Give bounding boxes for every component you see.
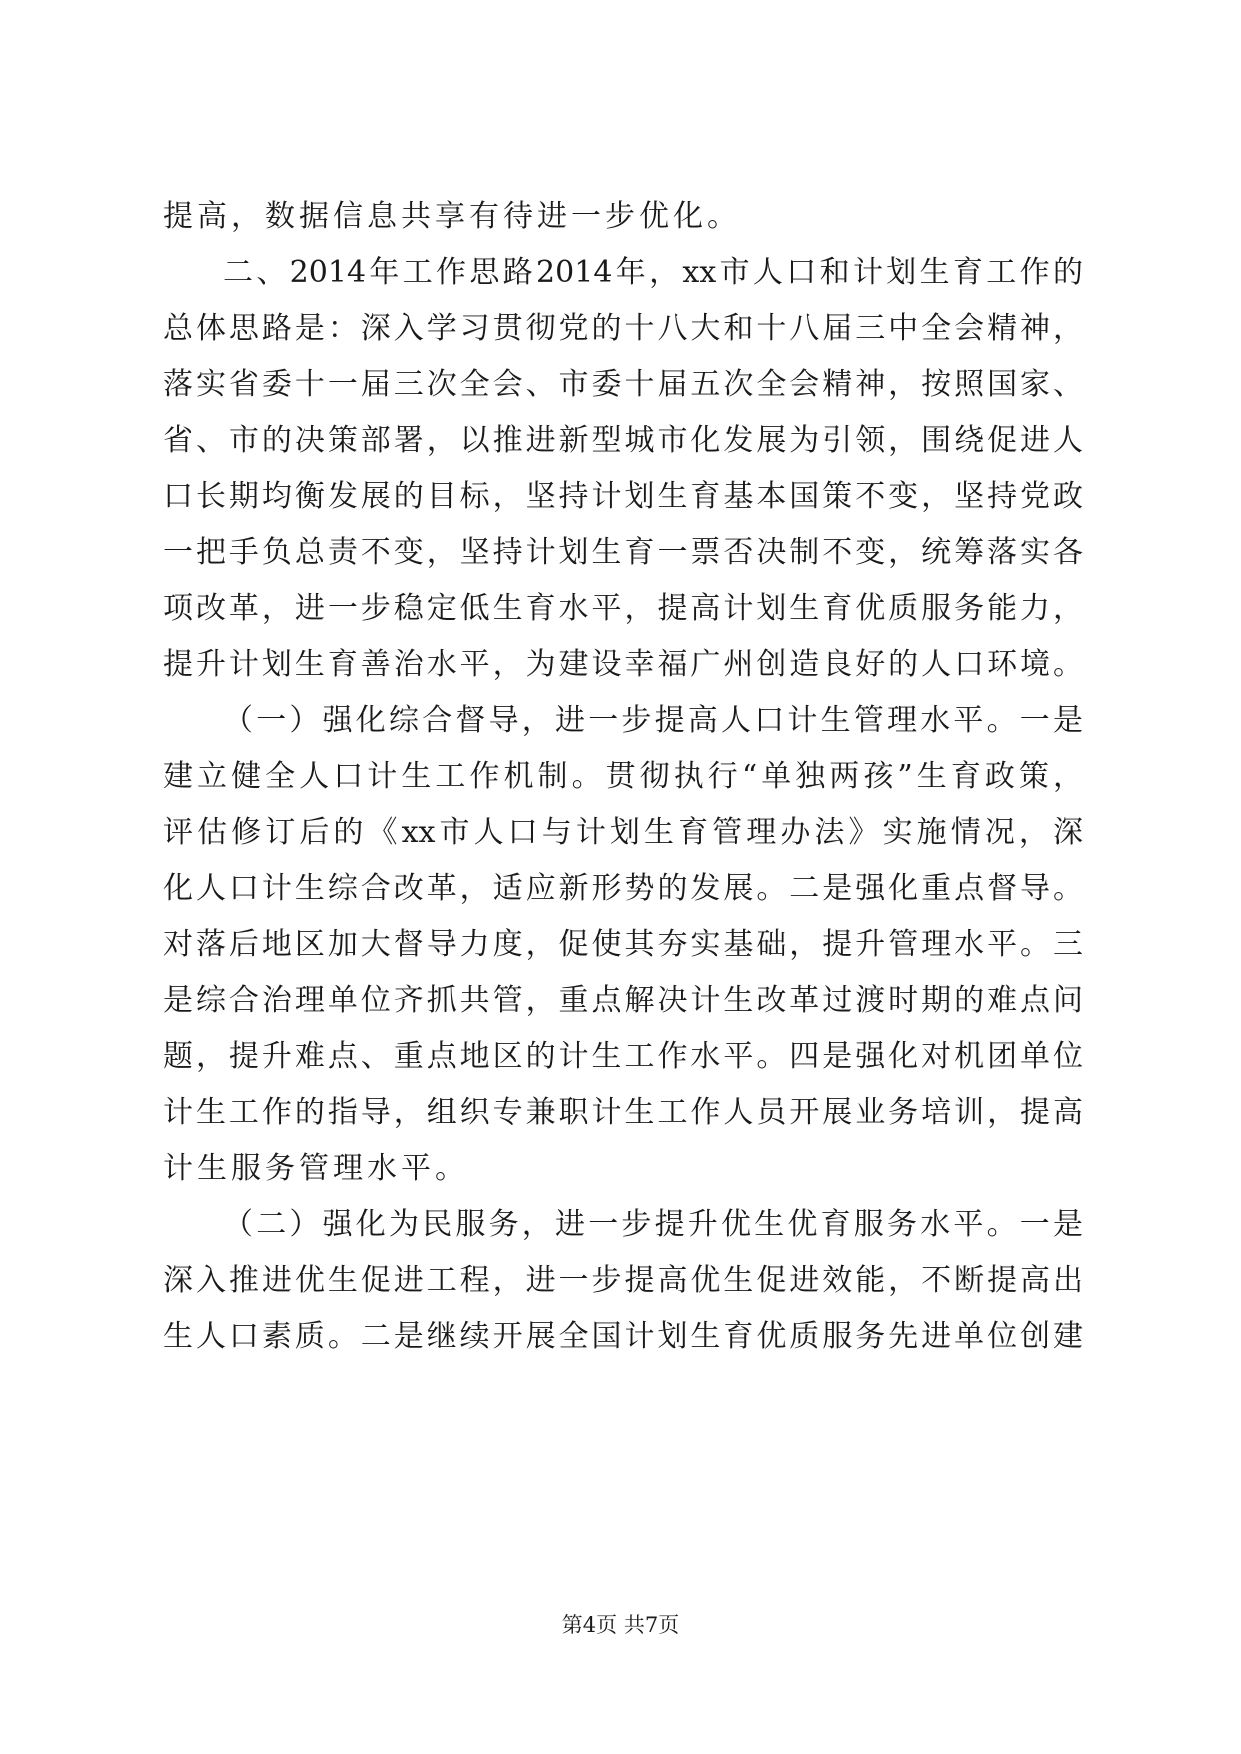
text-line: 计生工作的指导，组织专兼职计生工作人员开展业务培训，提高	[163, 1095, 1083, 1130]
text-line: 提高，数据信息共享有待进一步优化。	[163, 199, 741, 234]
text-line: （一）强化综合督导，进一步提高人口计生管理水平。一是	[223, 703, 1083, 738]
text-line: 评估修订后的《xx市人口与计划生育管理办法》实施情况，深	[163, 815, 1083, 850]
text-line: 对落后地区加大督导力度，促使其夯实基础，提升管理水平。三	[163, 927, 1083, 962]
text-line: 建立健全人口计生工作机制。贯彻执行“单独两孩”生育政策，	[163, 759, 1083, 794]
text-line: 总体思路是：深入学习贯彻党的十八大和十八届三中全会精神，	[163, 311, 1083, 346]
text-line: 化人口计生综合改革，适应新形势的发展。二是强化重点督导。	[163, 871, 1083, 906]
document-body	[163, 196, 1083, 1372]
text-line: 题，提升难点、重点地区的计生工作水平。四是强化对机团单位	[163, 1039, 1083, 1074]
text-line: 是综合治理单位齐抓共管，重点解决计生改革过渡时期的难点问	[163, 983, 1083, 1018]
text-line: 一把手负总责不变，坚持计划生育一票否决制不变，统筹落实各	[163, 535, 1083, 570]
text-line: 生人口素质。二是继续开展全国计划生育优质服务先进单位创建	[163, 1319, 1083, 1354]
page-footer: 第4页 共7页	[561, 1613, 680, 1637]
text-line: 提升计划生育善治水平，为建设幸福广州创造良好的人口环境。	[163, 647, 1083, 682]
text-line: 二、2014年工作思路2014年，xx市人口和计划生育工作的	[223, 255, 1083, 290]
text-line: （二）强化为民服务，进一步提升优生优育服务水平。一是	[223, 1207, 1083, 1242]
text-line: 项改革，进一步稳定低生育水平，提高计划生育优质服务能力，	[163, 591, 1083, 626]
text-line: 计生服务管理水平。	[163, 1151, 469, 1186]
text-line: 省、市的决策部署，以推进新型城市化发展为引领，围绕促进人	[163, 423, 1083, 458]
text-line: 口长期均衡发展的目标，坚持计划生育基本国策不变，坚持党政	[163, 479, 1083, 514]
text-line: 深入推进优生促进工程，进一步提高优生促进效能，不断提高出	[163, 1263, 1083, 1298]
text-line: 落实省委十一届三次全会、市委十届五次全会精神，按照国家、	[163, 367, 1083, 402]
